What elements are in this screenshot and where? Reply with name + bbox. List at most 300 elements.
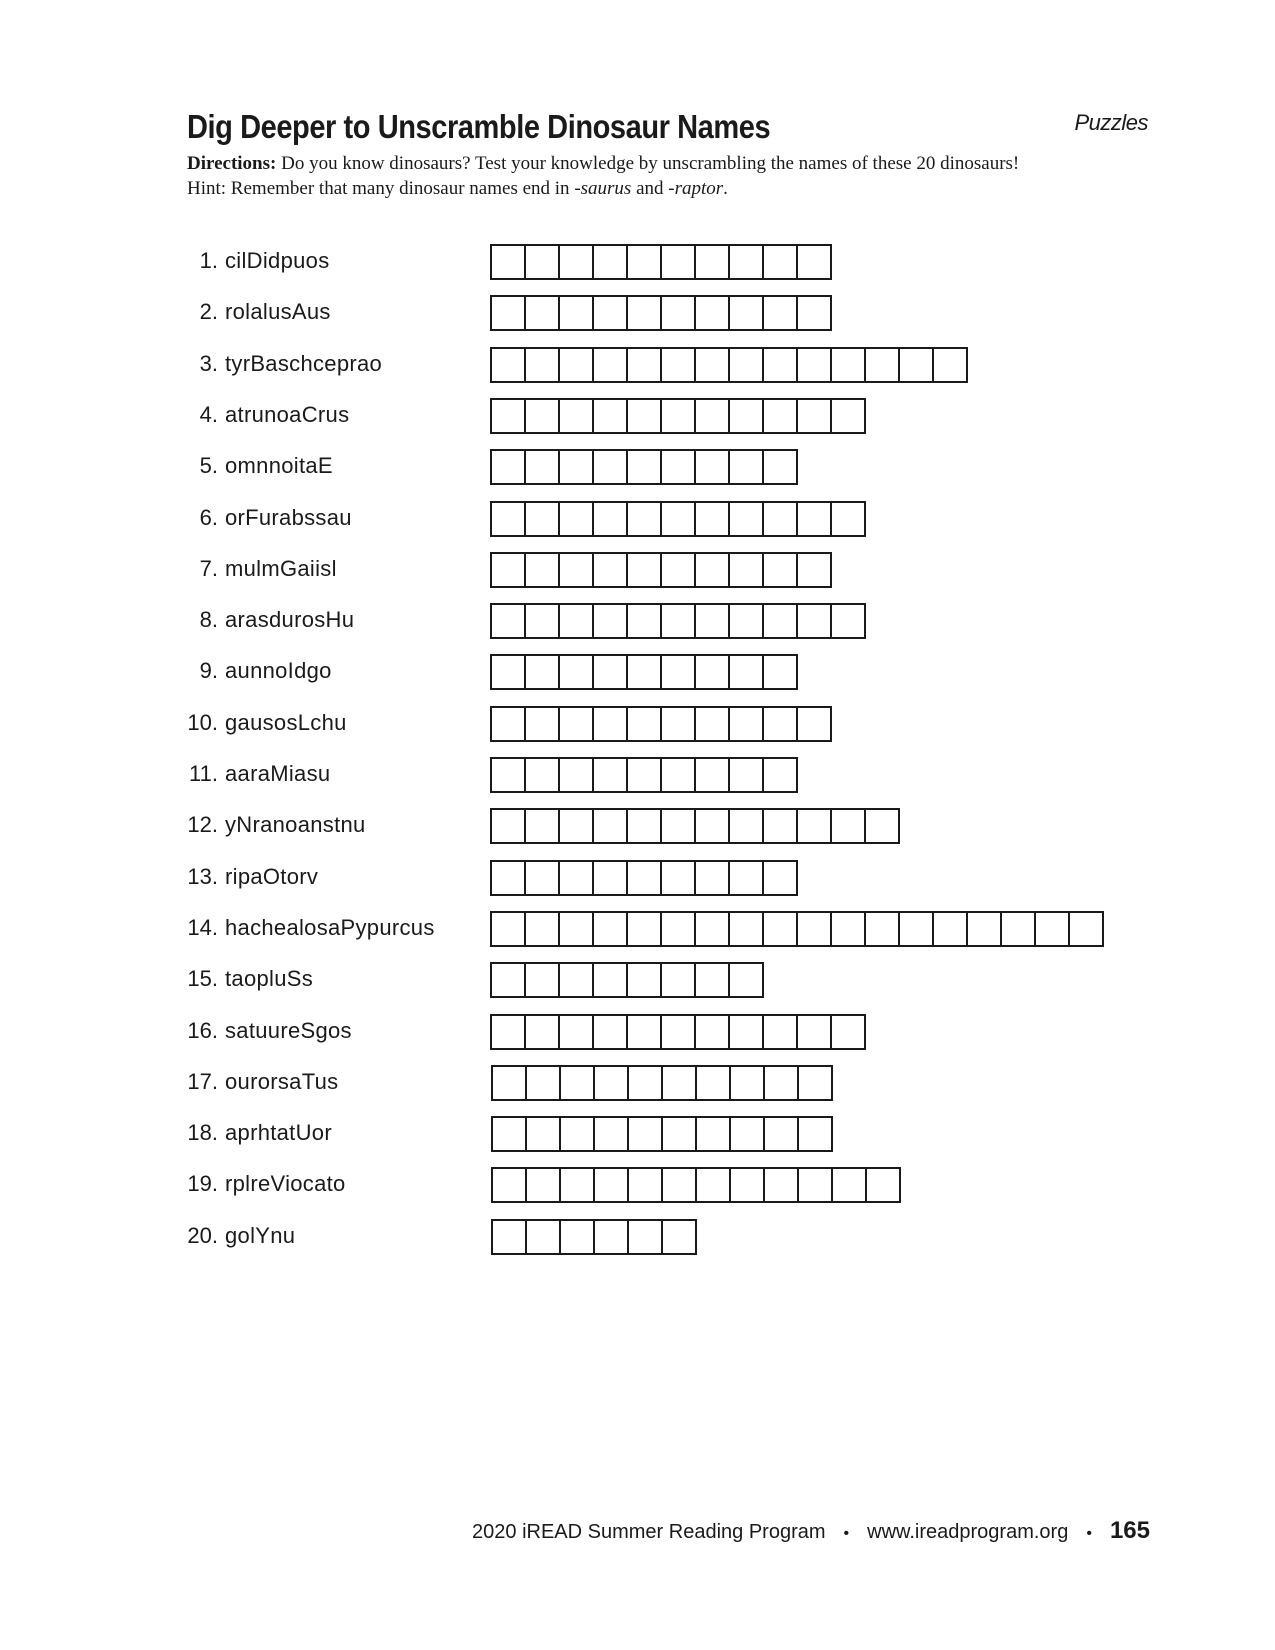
letter-box[interactable] xyxy=(696,808,730,844)
scrambled-word: yNranoanstnu xyxy=(225,812,366,837)
letter-box[interactable] xyxy=(798,1014,832,1050)
puzzle-row xyxy=(0,1167,1275,1203)
scrambled-word: mulmGaiisl xyxy=(225,556,337,581)
letter-box[interactable] xyxy=(560,501,594,537)
letter-box[interactable] xyxy=(560,244,594,280)
letter-box[interactable] xyxy=(696,654,730,690)
letter-box[interactable] xyxy=(629,1116,663,1152)
letter-box[interactable] xyxy=(765,1116,799,1152)
letter-box[interactable] xyxy=(560,962,594,998)
letter-box[interactable] xyxy=(628,244,662,280)
puzzle-row xyxy=(0,808,1275,844)
puzzle-number: 13. xyxy=(187,864,218,889)
letter-box[interactable] xyxy=(798,911,832,947)
letter-box[interactable] xyxy=(696,603,730,639)
letter-box[interactable] xyxy=(560,1014,594,1050)
letter-box[interactable] xyxy=(527,1219,561,1255)
letter-box[interactable] xyxy=(832,911,866,947)
puzzle-row xyxy=(0,244,1275,280)
puzzle-number: 11. xyxy=(189,761,218,786)
letter-box[interactable] xyxy=(866,808,900,844)
puzzle-row xyxy=(0,295,1275,331)
letter-box[interactable] xyxy=(662,860,696,896)
letter-box[interactable] xyxy=(799,1167,833,1203)
letter-box[interactable] xyxy=(628,347,662,383)
letter-box[interactable] xyxy=(900,911,934,947)
letter-box[interactable] xyxy=(662,808,696,844)
scrambled-word: golYnu xyxy=(225,1223,296,1248)
letter-box[interactable] xyxy=(594,962,628,998)
letter-box[interactable] xyxy=(798,808,832,844)
puzzle-number: 17. xyxy=(187,1069,218,1094)
letter-box[interactable] xyxy=(526,347,560,383)
letter-box[interactable] xyxy=(697,1167,731,1203)
answer-boxes xyxy=(490,654,798,690)
letter-box[interactable] xyxy=(731,1116,765,1152)
letter-box[interactable] xyxy=(867,1167,901,1203)
answer-boxes xyxy=(490,295,832,331)
puzzle-row xyxy=(0,1219,1275,1255)
letter-box[interactable] xyxy=(764,603,798,639)
letter-box[interactable] xyxy=(730,911,764,947)
scrambled-word: ourorsaTus xyxy=(225,1069,339,1094)
letter-box[interactable] xyxy=(696,244,730,280)
answer-boxes xyxy=(490,398,866,434)
scrambled-word: ripaOtorv xyxy=(225,864,319,889)
scrambled-word: arasdurosHu xyxy=(225,607,355,632)
letter-box[interactable] xyxy=(560,654,594,690)
letter-box[interactable] xyxy=(832,347,866,383)
letter-box[interactable] xyxy=(1036,911,1070,947)
puzzle-row xyxy=(0,449,1275,485)
letter-box[interactable] xyxy=(798,244,832,280)
letter-box[interactable] xyxy=(968,911,1002,947)
letter-box[interactable] xyxy=(492,654,526,690)
letter-box[interactable] xyxy=(696,860,730,896)
letter-box[interactable] xyxy=(731,1065,765,1101)
puzzle-number: 14. xyxy=(187,915,218,940)
letter-box[interactable] xyxy=(526,603,560,639)
puzzle-number: 6. xyxy=(199,505,218,530)
letter-box[interactable] xyxy=(628,552,662,588)
letter-box[interactable] xyxy=(730,808,764,844)
letter-box[interactable] xyxy=(492,501,526,537)
letter-box[interactable] xyxy=(526,501,560,537)
letter-box[interactable] xyxy=(628,706,662,742)
hint-and: and xyxy=(631,178,669,199)
letter-box[interactable] xyxy=(526,860,560,896)
letter-box[interactable] xyxy=(628,808,662,844)
letter-box[interactable] xyxy=(594,911,628,947)
letter-box[interactable] xyxy=(798,552,832,588)
letter-box[interactable] xyxy=(594,347,628,383)
puzzle-number: 5. xyxy=(199,453,218,478)
letter-box[interactable] xyxy=(628,398,662,434)
letter-box[interactable] xyxy=(526,1014,560,1050)
letter-box[interactable] xyxy=(628,911,662,947)
answer-boxes xyxy=(490,911,1104,947)
letter-box[interactable] xyxy=(764,501,798,537)
answer-boxes xyxy=(490,449,798,485)
letter-box[interactable] xyxy=(594,295,628,331)
letter-box[interactable] xyxy=(696,962,730,998)
puzzle-number: 3. xyxy=(199,351,218,376)
puzzle-row xyxy=(0,962,1275,998)
letter-box[interactable] xyxy=(1002,911,1036,947)
letter-box[interactable] xyxy=(493,1065,527,1101)
letter-box[interactable] xyxy=(594,449,628,485)
letter-box[interactable] xyxy=(526,757,560,793)
puzzle-row xyxy=(0,552,1275,588)
letter-box[interactable] xyxy=(798,347,832,383)
letter-box[interactable] xyxy=(594,757,628,793)
puzzle-row xyxy=(0,757,1275,793)
letter-box[interactable] xyxy=(628,962,662,998)
letter-box[interactable] xyxy=(560,860,594,896)
letter-box[interactable] xyxy=(764,911,798,947)
letter-box[interactable] xyxy=(526,244,560,280)
letter-box[interactable] xyxy=(764,295,798,331)
letter-box[interactable] xyxy=(663,1219,697,1255)
letter-box[interactable] xyxy=(560,808,594,844)
letter-box[interactable] xyxy=(934,911,968,947)
puzzle-number: 2. xyxy=(199,299,218,324)
letter-box[interactable] xyxy=(492,808,526,844)
scrambled-word: tyrBaschceprao xyxy=(225,351,383,376)
page-number: 165 xyxy=(1109,1517,1150,1544)
letter-box[interactable] xyxy=(730,501,764,537)
letter-box[interactable] xyxy=(492,1014,526,1050)
letter-box[interactable] xyxy=(730,347,764,383)
letter-box[interactable] xyxy=(663,1116,697,1152)
letter-box[interactable] xyxy=(628,603,662,639)
letter-box[interactable] xyxy=(696,552,730,588)
letter-box[interactable] xyxy=(560,398,594,434)
scrambled-word: aunnoIdgo xyxy=(225,658,332,683)
letter-box[interactable] xyxy=(526,654,560,690)
letter-box[interactable] xyxy=(492,962,526,998)
letter-box[interactable] xyxy=(764,347,798,383)
answer-boxes xyxy=(490,757,798,793)
letter-box[interactable] xyxy=(866,347,900,383)
letter-box[interactable] xyxy=(798,501,832,537)
letter-box[interactable] xyxy=(629,1065,663,1101)
letter-box[interactable] xyxy=(1070,911,1104,947)
scrambled-word: orFurabssau xyxy=(225,505,352,530)
letter-box[interactable] xyxy=(662,962,696,998)
letter-box[interactable] xyxy=(526,552,560,588)
letter-box[interactable] xyxy=(492,603,526,639)
answer-boxes xyxy=(490,244,832,280)
scrambled-word: satuureSgos xyxy=(225,1018,352,1043)
hint-suffix-raptor: -raptor xyxy=(668,178,724,199)
letter-box[interactable] xyxy=(493,1167,527,1203)
footer-separator-1: • xyxy=(843,1525,850,1542)
letter-box[interactable] xyxy=(662,398,696,434)
letter-box[interactable] xyxy=(799,1065,833,1101)
letter-box[interactable] xyxy=(934,347,968,383)
letter-box[interactable] xyxy=(662,603,696,639)
hint-prefix: Hint: Remember that many dinosaur names end in xyxy=(187,178,575,199)
letter-box[interactable] xyxy=(798,398,832,434)
letter-box[interactable] xyxy=(663,1167,697,1203)
letter-box[interactable] xyxy=(662,552,696,588)
letter-box[interactable] xyxy=(629,1219,663,1255)
letter-box[interactable] xyxy=(594,552,628,588)
letter-box[interactable] xyxy=(662,757,696,793)
letter-box[interactable] xyxy=(764,808,798,844)
puzzle-row xyxy=(0,1014,1275,1050)
letter-box[interactable] xyxy=(696,398,730,434)
answer-boxes xyxy=(490,552,832,588)
letter-box[interactable] xyxy=(798,295,832,331)
letter-box[interactable] xyxy=(765,1167,799,1203)
letter-box[interactable] xyxy=(492,757,526,793)
letter-box[interactable] xyxy=(595,1116,629,1152)
letter-box[interactable] xyxy=(628,860,662,896)
scrambled-word: hachealosaPypurcus xyxy=(225,915,435,940)
puzzle-number: 1. xyxy=(199,248,218,273)
letter-box[interactable] xyxy=(560,757,594,793)
letter-box[interactable] xyxy=(696,911,730,947)
scrambled-word: aprhtatUor xyxy=(225,1120,332,1145)
puzzle-number: 15. xyxy=(187,966,218,991)
puzzle-row xyxy=(0,860,1275,896)
letter-box[interactable] xyxy=(628,295,662,331)
letter-box[interactable] xyxy=(527,1065,561,1101)
page-title: Dig Deeper to Unscramble Dinosaur Names xyxy=(187,108,771,145)
puzzle-row xyxy=(0,398,1275,434)
letter-box[interactable] xyxy=(561,1219,595,1255)
letter-box[interactable] xyxy=(629,1167,663,1203)
puzzle-row xyxy=(0,654,1275,690)
letter-box[interactable] xyxy=(832,808,866,844)
letter-box[interactable] xyxy=(697,1116,731,1152)
letter-box[interactable] xyxy=(662,911,696,947)
letter-box[interactable] xyxy=(900,347,934,383)
letter-box[interactable] xyxy=(833,1167,867,1203)
answer-boxes xyxy=(490,603,866,639)
letter-box[interactable] xyxy=(697,1065,731,1101)
letter-box[interactable] xyxy=(526,449,560,485)
letter-box[interactable] xyxy=(594,654,628,690)
hint-end: . xyxy=(723,178,728,199)
letter-box[interactable] xyxy=(492,860,526,896)
letter-box[interactable] xyxy=(560,552,594,588)
letter-box[interactable] xyxy=(595,1065,629,1101)
letter-box[interactable] xyxy=(594,860,628,896)
letter-box[interactable] xyxy=(662,1014,696,1050)
letter-box[interactable] xyxy=(527,1167,561,1203)
letter-box[interactable] xyxy=(799,1116,833,1152)
letter-box[interactable] xyxy=(866,911,900,947)
letter-box[interactable] xyxy=(594,706,628,742)
answer-boxes xyxy=(490,808,900,844)
letter-box[interactable] xyxy=(662,706,696,742)
puzzle-row xyxy=(0,501,1275,537)
footer xyxy=(472,1517,1150,1545)
letter-box[interactable] xyxy=(628,654,662,690)
letter-box[interactable] xyxy=(560,911,594,947)
puzzle-row xyxy=(0,603,1275,639)
letter-box[interactable] xyxy=(798,603,832,639)
letter-box[interactable] xyxy=(764,860,798,896)
letter-box[interactable] xyxy=(696,501,730,537)
letter-box[interactable] xyxy=(730,552,764,588)
letter-box[interactable] xyxy=(832,398,866,434)
footer-program: 2020 iREAD Summer Reading Program xyxy=(472,1521,826,1543)
letter-box[interactable] xyxy=(561,1116,595,1152)
letter-box[interactable] xyxy=(594,603,628,639)
letter-box[interactable] xyxy=(492,706,526,742)
letter-box[interactable] xyxy=(764,244,798,280)
scrambled-word: rplreViocato xyxy=(225,1171,346,1196)
letter-box[interactable] xyxy=(832,501,866,537)
scrambled-word: rolalusAus xyxy=(225,299,331,324)
letter-box[interactable] xyxy=(492,347,526,383)
letter-box[interactable] xyxy=(560,706,594,742)
letter-box[interactable] xyxy=(561,1065,595,1101)
letter-box[interactable] xyxy=(526,911,560,947)
puzzle-number: 9. xyxy=(199,658,218,683)
letter-box[interactable] xyxy=(594,244,628,280)
letter-box[interactable] xyxy=(594,501,628,537)
letter-box[interactable] xyxy=(731,1167,765,1203)
letter-box[interactable] xyxy=(526,808,560,844)
scrambled-word: omnnoitaE xyxy=(225,453,333,478)
letter-box[interactable] xyxy=(492,911,526,947)
puzzle-number: 20. xyxy=(187,1223,218,1248)
letter-box[interactable] xyxy=(526,295,560,331)
letter-box[interactable] xyxy=(730,603,764,639)
puzzle-number: 18. xyxy=(187,1120,218,1145)
letter-box[interactable] xyxy=(764,552,798,588)
letter-box[interactable] xyxy=(560,295,594,331)
scrambled-word: atrunoaCrus xyxy=(225,402,350,427)
answer-boxes xyxy=(490,501,866,537)
puzzle-row xyxy=(0,1116,1275,1152)
answer-boxes xyxy=(491,1219,697,1255)
answer-boxes xyxy=(491,1065,833,1101)
letter-box[interactable] xyxy=(561,1167,595,1203)
footer-website: www.ireadprogram.org xyxy=(867,1521,1069,1543)
puzzle-row xyxy=(0,706,1275,742)
letter-box[interactable] xyxy=(560,347,594,383)
letter-box[interactable] xyxy=(764,1014,798,1050)
answer-boxes xyxy=(491,1167,901,1203)
scrambled-word: aaraMiasu xyxy=(225,761,331,786)
scrambled-word: taopluSs xyxy=(225,966,314,991)
letter-box[interactable] xyxy=(595,1219,629,1255)
letter-box[interactable] xyxy=(730,962,764,998)
letter-box[interactable] xyxy=(526,962,560,998)
letter-box[interactable] xyxy=(526,398,560,434)
letter-box[interactable] xyxy=(595,1167,629,1203)
letter-box[interactable] xyxy=(696,295,730,331)
letter-box[interactable] xyxy=(662,295,696,331)
letter-box[interactable] xyxy=(765,1065,799,1101)
puzzle-number: 4. xyxy=(199,402,218,427)
letter-box[interactable] xyxy=(832,1014,866,1050)
letter-box[interactable] xyxy=(730,654,764,690)
letter-box[interactable] xyxy=(662,449,696,485)
puzzle-number: 19. xyxy=(187,1171,218,1196)
letter-box[interactable] xyxy=(560,449,594,485)
letter-box[interactable] xyxy=(696,757,730,793)
puzzle-number: 7. xyxy=(199,556,218,581)
letter-box[interactable] xyxy=(594,808,628,844)
letter-box[interactable] xyxy=(492,449,526,485)
answer-boxes xyxy=(490,706,832,742)
letter-box[interactable] xyxy=(696,449,730,485)
letter-box[interactable] xyxy=(764,757,798,793)
puzzle-row xyxy=(0,1065,1275,1101)
letter-box[interactable] xyxy=(492,398,526,434)
letter-box[interactable] xyxy=(696,706,730,742)
letter-box[interactable] xyxy=(526,706,560,742)
directions-text: Do you know dinosaurs? Test your knowledge by unscrambling the names of these 20 dinosaurs! xyxy=(281,153,1020,174)
puzzle-number: 12. xyxy=(187,812,218,837)
letter-box[interactable] xyxy=(764,706,798,742)
letter-box[interactable] xyxy=(628,757,662,793)
answer-boxes xyxy=(490,860,798,896)
letter-box[interactable] xyxy=(764,654,798,690)
letter-box[interactable] xyxy=(628,449,662,485)
letter-box[interactable] xyxy=(696,347,730,383)
answer-boxes xyxy=(490,347,968,383)
letter-box[interactable] xyxy=(662,244,696,280)
letter-box[interactable] xyxy=(730,295,764,331)
letter-box[interactable] xyxy=(730,860,764,896)
letter-box[interactable] xyxy=(662,654,696,690)
letter-box[interactable] xyxy=(730,1014,764,1050)
letter-box[interactable] xyxy=(764,398,798,434)
letter-box[interactable] xyxy=(730,706,764,742)
letter-box[interactable] xyxy=(560,603,594,639)
letter-box[interactable] xyxy=(493,1116,527,1152)
letter-box[interactable] xyxy=(730,757,764,793)
letter-box[interactable] xyxy=(663,1065,697,1101)
letter-box[interactable] xyxy=(527,1116,561,1152)
letter-box[interactable] xyxy=(662,347,696,383)
puzzle-row xyxy=(0,347,1275,383)
letter-box[interactable] xyxy=(493,1219,527,1255)
letter-box[interactable] xyxy=(628,1014,662,1050)
letter-box[interactable] xyxy=(628,501,662,537)
letter-box[interactable] xyxy=(730,398,764,434)
letter-box[interactable] xyxy=(492,244,526,280)
letter-box[interactable] xyxy=(696,1014,730,1050)
answer-boxes xyxy=(491,1116,833,1152)
letter-box[interactable] xyxy=(832,603,866,639)
puzzle-number: 8. xyxy=(199,607,218,632)
letter-box[interactable] xyxy=(594,398,628,434)
letter-box[interactable] xyxy=(594,1014,628,1050)
letter-box[interactable] xyxy=(764,449,798,485)
directions-label: Directions: xyxy=(187,153,277,174)
hint-suffix-saurus: -saurus xyxy=(574,178,632,199)
letter-box[interactable] xyxy=(662,501,696,537)
letter-box[interactable] xyxy=(730,449,764,485)
section-label: Puzzles xyxy=(1074,110,1148,135)
letter-box[interactable] xyxy=(730,244,764,280)
letter-box[interactable] xyxy=(798,706,832,742)
scrambled-word: cilDidpuos xyxy=(225,248,330,273)
answer-boxes xyxy=(490,1014,866,1050)
letter-box[interactable] xyxy=(492,552,526,588)
letter-box[interactable] xyxy=(492,295,526,331)
scrambled-word: gausosLchu xyxy=(225,710,347,735)
